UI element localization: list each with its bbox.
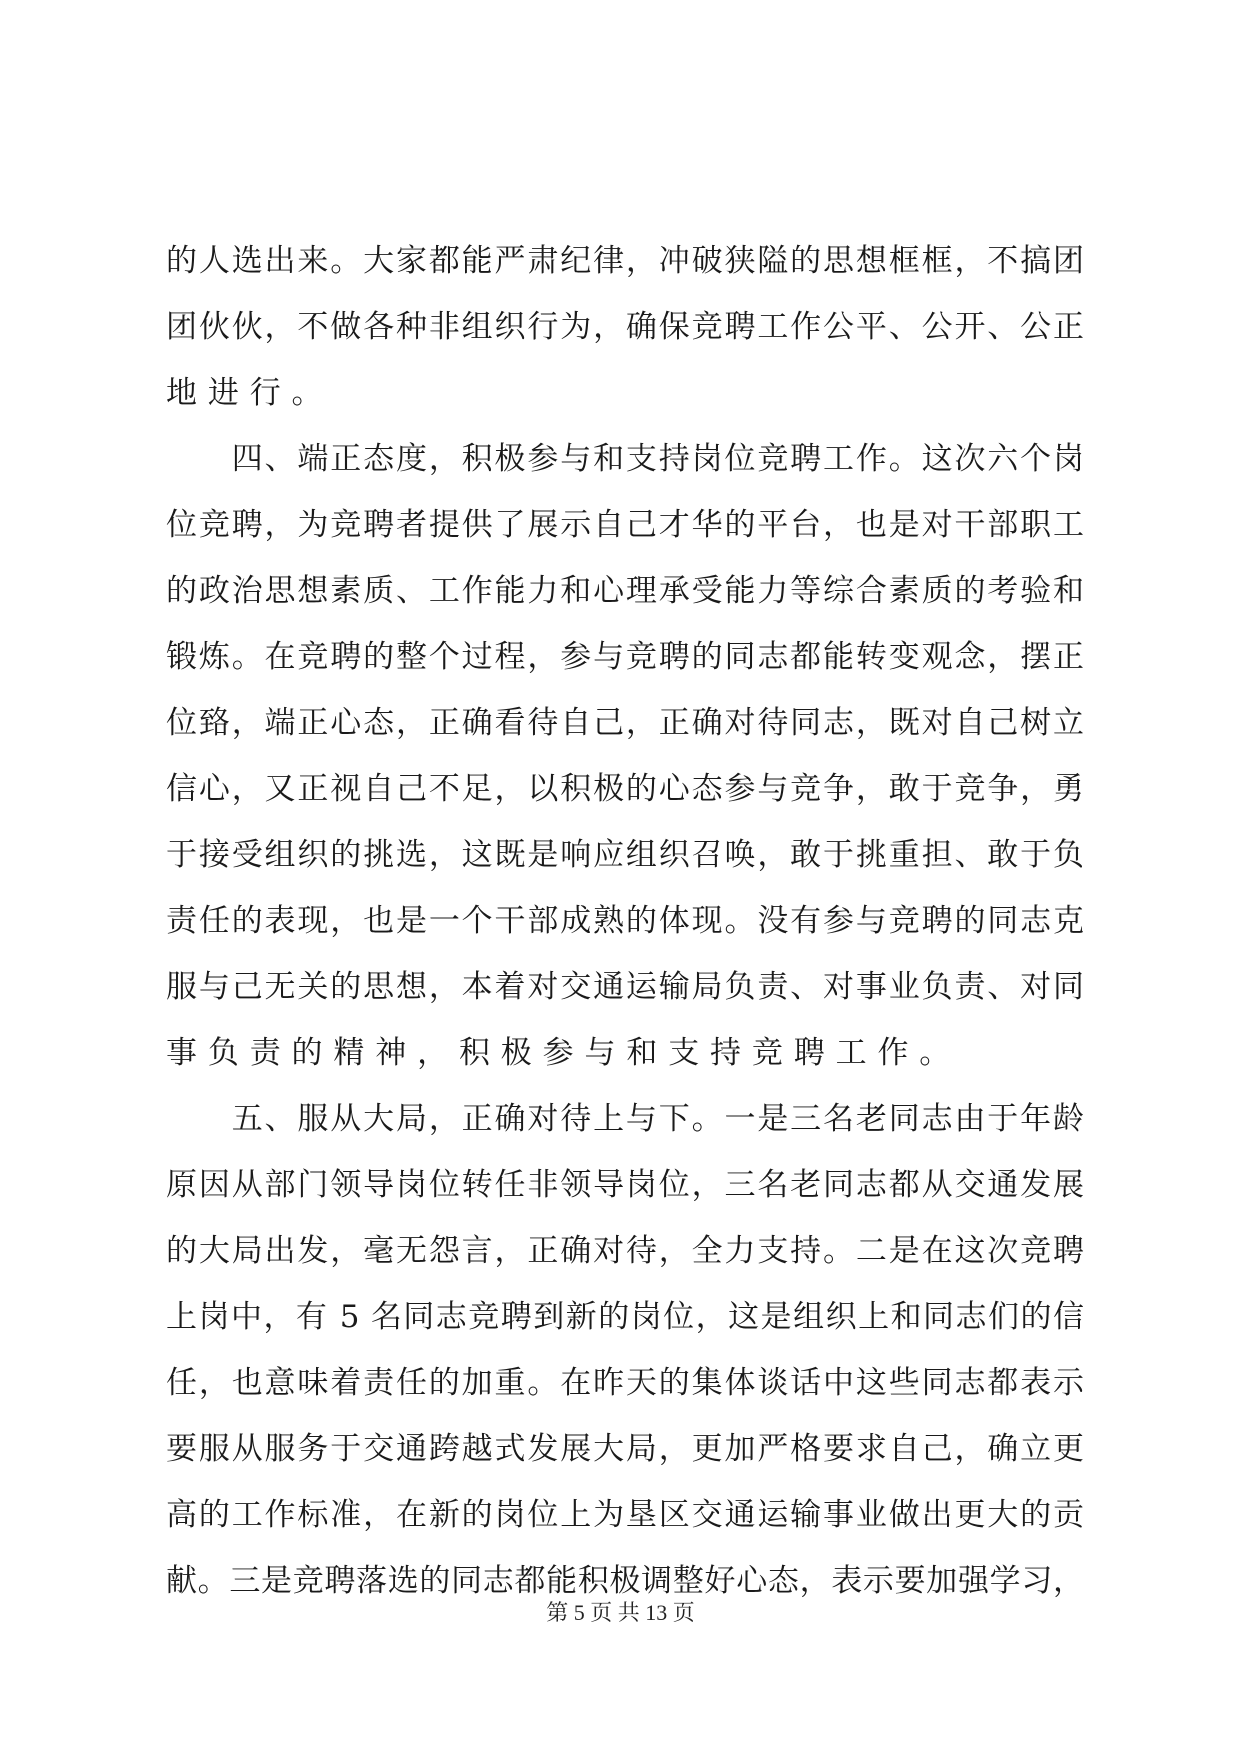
text-line: 信心，又正视自己不足，以积极的心态参与竞争，敢于竞争，勇	[166, 771, 1084, 807]
text-line: 上岗中，有 5 名同志竞聘到新的岗位，这是组织上和同志们的信	[166, 1299, 1084, 1335]
body-text	[166, 228, 1084, 1614]
text-line: 任，也意味着责任的加重。在昨天的集体谈话中这些同志都表示	[166, 1365, 1084, 1401]
text-line: 的大局出发，毫无怨言，正确对待，全力支持。二是在这次竞聘	[166, 1233, 1084, 1269]
text-line: 四、端正态度，积极参与和支持岗位竞聘工作。这次六个岗	[166, 441, 1084, 477]
text-line: 于接受组织的挑选，这既是响应组织召唤，敢于挑重担、敢于负	[166, 837, 1084, 873]
text-line: 位竞聘，为竞聘者提供了展示自己才华的平台，也是对干部职工	[166, 507, 1084, 543]
paragraph	[166, 228, 1084, 426]
text-line: 责任的表现，也是一个干部成熟的体现。没有参与竞聘的同志克	[166, 903, 1084, 939]
text-line: 位臵，端正心态，正确看待自己，正确对待同志，既对自己树立	[166, 705, 1084, 741]
text-line: 事负责的精神，积极参与和支持竞聘工作。	[166, 1035, 962, 1071]
text-line: 原因从部门领导岗位转任非领导岗位，三名老同志都从交通发展	[166, 1167, 1084, 1203]
text-line: 高的工作标准，在新的岗位上为垦区交通运输事业做出更大的贡	[166, 1497, 1084, 1533]
text-line: 地进行。	[166, 375, 334, 411]
text-line: 献。三是竞聘落选的同志都能积极调整好心态，表示要加强学习，	[166, 1563, 1084, 1599]
text-line: 锻炼。在竞聘的整个过程，参与竞聘的同志都能转变观念，摆正	[166, 639, 1084, 675]
paragraph	[166, 426, 1084, 1086]
text-line: 服与己无关的思想，本着对交通运输局负责、对事业负责、对同	[166, 969, 1084, 1005]
paragraph	[166, 1086, 1084, 1614]
text-line: 的人选出来。大家都能严肃纪律，冲破狭隘的思想框框，不搞团	[166, 243, 1084, 279]
text-line: 的政治思想素质、工作能力和心理承受能力等综合素质的考验和	[166, 573, 1084, 609]
text-line: 五、服从大局，正确对待上与下。一是三名老同志由于年龄	[166, 1101, 1084, 1137]
page-number-footer: 第 5 页 共 13 页	[546, 1600, 695, 1625]
text-line: 团伙伙，不做各种非组织行为，确保竞聘工作公平、公开、公正	[166, 309, 1084, 345]
text-line: 要服从服务于交通跨越式发展大局，更加严格要求自己，确立更	[166, 1431, 1084, 1467]
